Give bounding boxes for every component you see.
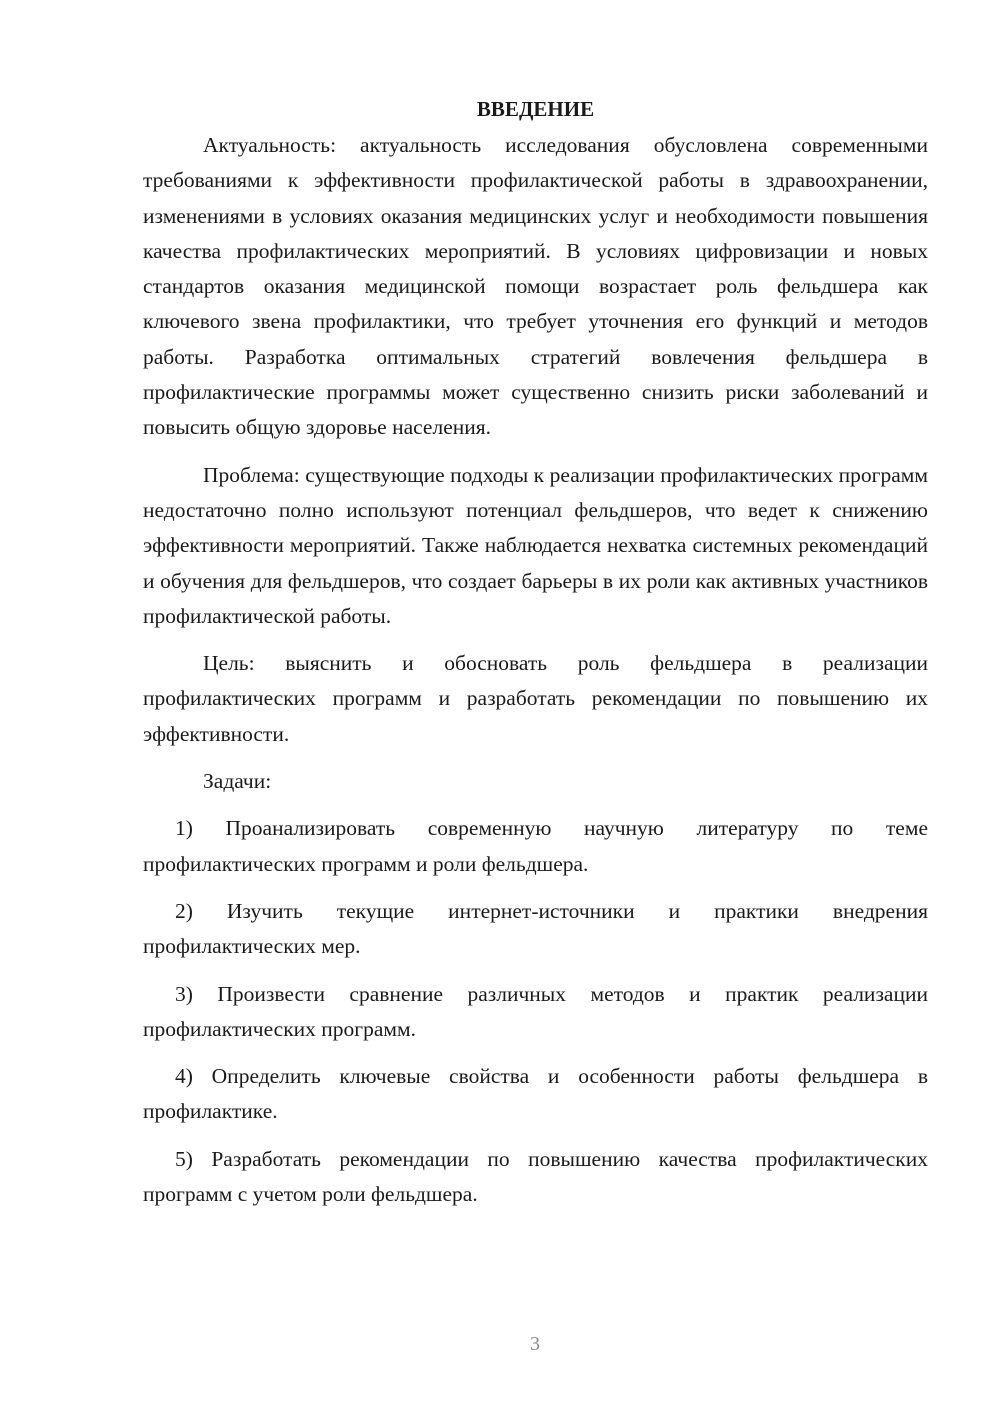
- task-item-3: 3) Произвести сравнение различных методов и практик реализации профилактических программ.: [143, 981, 928, 1041]
- tasks-label: Задачи:: [203, 769, 272, 794]
- paragraph-relevance: Актуальность: актуальность исследования обусловлена современными требованиями к эффективности профилактической работы в здравоохранении, изменениями в условиях оказания медицинских услуг и необходимости повышения качества профилактических мероприятий. В условиях цифровизации и новых стандартов оказания медицинской помощи возрастает роль фельдшера как ключевого звена профилактики, что требует уточнения его функций и методов работы. Разработка оптимальных стратегий вовлечения фельдшера в профилактические программы может существенно снизить риски заболеваний и повысить общую здоровье населения.: [143, 133, 928, 440]
- paragraph-problem: Проблема: существующие подходы к реализации профилактических программ недостаточно полно используют потенциал фельдшеров, что ведет к снижению эффективности мероприятий. Также наблюдается нехватка системных рекомендаций и обучения для фельдшеров, что создает барьеры в их роли как активных участников профилактической работы.: [143, 462, 928, 628]
- task-item-4: 4) Определить ключевые свойства и особенности работы фельдшера в профилактике.: [143, 1064, 928, 1124]
- document-page: [143, 92, 928, 1224]
- task-item-1: 1) Проанализировать современную научную литературу по теме профилактических программ и роли фельдшера.: [143, 816, 928, 876]
- task-item-2: 2) Изучить текущие интернет-источники и практики внедрения профилактических мер.: [143, 898, 928, 959]
- paragraph-goal: Цель: выяснить и обосновать роль фельдшера в реализации профилактических программ и разработать рекомендации по повышению их эффективности.: [143, 651, 928, 746]
- page-title: ВВЕДЕНИЕ: [476, 97, 595, 121]
- task-item-5: 5) Разработать рекомендации по повышению качества профилактических программ с учетом роли фельдшера.: [143, 1146, 928, 1207]
- page-number: 3: [530, 1333, 540, 1355]
